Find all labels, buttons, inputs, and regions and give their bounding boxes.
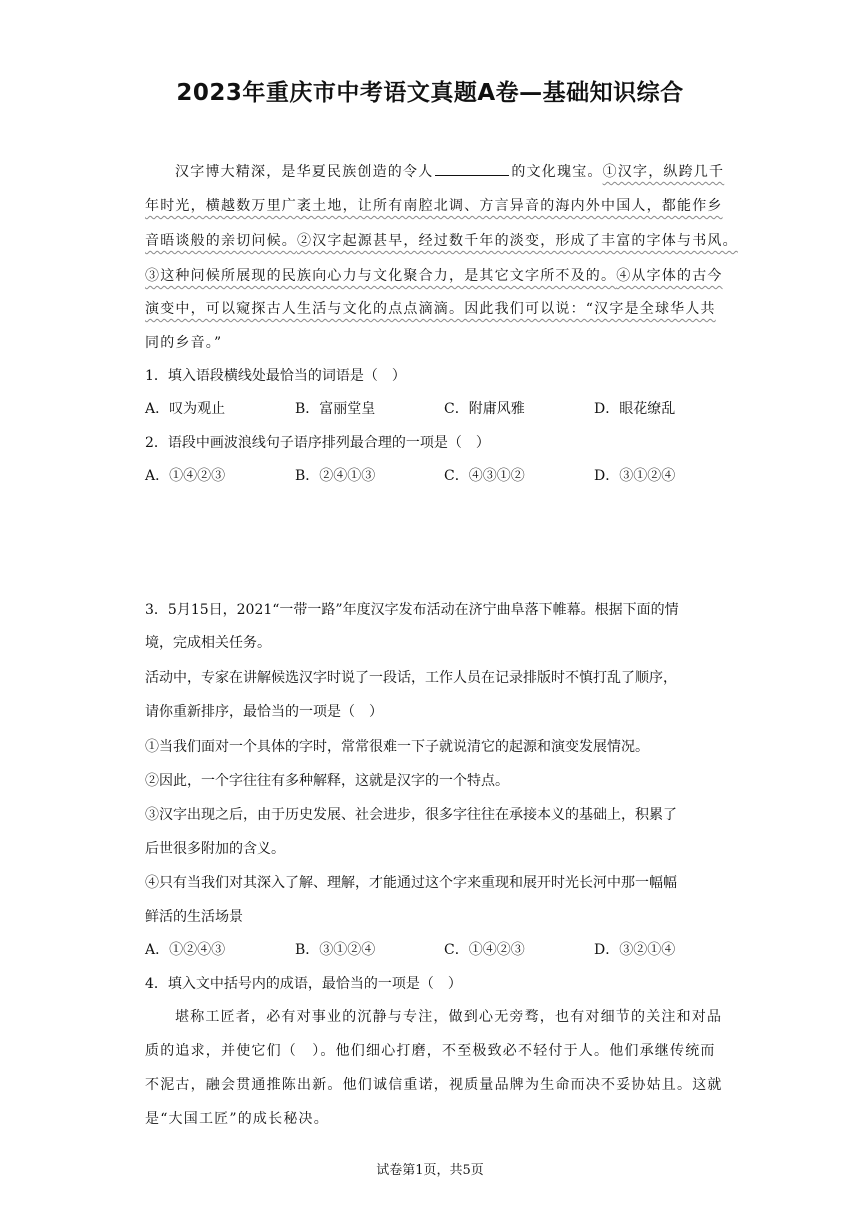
- option-b[interactable]: B．②④①③: [295, 468, 376, 484]
- passage-line: [145, 266, 723, 286]
- page-title: 2023年重庆市中考语文真题A卷—基础知识综合: [176, 80, 684, 106]
- sentence-3: ③汉字出现之后，由于历史发展、社会进步，很多字往往在承接本义的基础上，积累了: [145, 807, 677, 823]
- fill-blank: [435, 161, 509, 176]
- question-1-stem: 1．填入语段横线处最恰当的词语是（ ）: [145, 368, 406, 384]
- question-3-stem: 3．5月15日，2021“一带一路”年度汉字发布活动在济宁曲阜落下帷幕。根据下面的情: [145, 602, 679, 618]
- sentence-3: 后世很多附加的含义。: [145, 841, 285, 857]
- wavy-sentence: ②汉字起源甚早，经过数千年的淡变，形成了丰富的字体与书风。: [297, 233, 738, 249]
- passage-line: [145, 231, 738, 251]
- question-3-text: 请你重新排序，最恰当的一项是（ ）: [145, 704, 383, 720]
- option-d[interactable]: D．③②①④: [594, 942, 676, 958]
- passage-line: 不泥古，融会贯通推陈出新。他们诚信重诺，视质量品牌为生命而决不妥协姑且。这就: [145, 1077, 723, 1093]
- passage-text: 汉字博大精深，是华夏民族创造的令人: [175, 164, 434, 180]
- wavy-sentence: ①汉字，纵跨几千: [602, 164, 725, 180]
- option-a[interactable]: A．叹为观止: [145, 401, 226, 417]
- option-c[interactable]: C．①④②③: [444, 942, 525, 958]
- option-a[interactable]: A．①④②③: [145, 468, 226, 484]
- question-3-stem: 境，完成相关任务。: [145, 635, 271, 651]
- sentence-1: ①当我们面对一个具体的字时，常常很难一下子就说清它的起源和演变发展情况。: [145, 739, 649, 755]
- passage-line: 堪称工匠者，必有对事业的沉静与专注，做到心无旁骛，也有对细节的关注和对品: [175, 1009, 723, 1025]
- passage-line: 是“大国工匠”的成长秘决。: [145, 1111, 329, 1127]
- passage-line: [145, 333, 222, 353]
- option-a[interactable]: A．①②④③: [145, 942, 226, 958]
- passage-text: 的文化瑰宝。: [511, 164, 603, 180]
- option-b[interactable]: B．③①②④: [295, 942, 376, 958]
- sentence-4: 鲜活的生活场景: [145, 909, 243, 925]
- option-c[interactable]: C．④③①②: [444, 468, 525, 484]
- option-c[interactable]: C．附庸风雅: [444, 401, 525, 417]
- passage-line: [145, 196, 723, 216]
- passage-line: [145, 299, 716, 319]
- passage-text: 同的乡音。”: [145, 335, 223, 351]
- wavy-sentence: ④从字体的古今: [616, 268, 723, 284]
- sentence-2: ②因此，一个字往往有多种解释，这就是汉字的一个特点。: [145, 773, 509, 789]
- option-b[interactable]: B．富丽堂皇: [295, 401, 376, 417]
- question-3-text: 活动中，专家在讲解候选汉字时说了一段话，工作人员在记录排版时不慎打乱了顺序，: [145, 670, 677, 686]
- sentence-4: ④只有当我们对其深入了解、理解，才能通过这个字来重现和展开时光长河中那一幅幅: [145, 875, 677, 891]
- passage-line: [175, 161, 724, 182]
- option-d[interactable]: D．眼花缭乱: [594, 401, 676, 417]
- wavy-sentence: ③这种问候所展现的民族向心力与文化聚合力，是其它文字所不及的。: [145, 268, 617, 284]
- wavy-sentence: 演变中，可以窥探古人生活与文化的点点滴滴。因此我们可以说：“汉字是全球华人共: [145, 301, 716, 317]
- wavy-sentence: 音晤谈般的亲切问候。: [145, 233, 297, 249]
- passage-line: 质的追求，并使它们（ ）。他们细心打磨，不至极致必不轻付于人。他们承继传统而: [145, 1043, 716, 1059]
- question-4-stem: 4．填入文中括号内的成语，最恰当的一项是（ ）: [145, 976, 462, 992]
- option-d[interactable]: D．③①②④: [594, 468, 676, 484]
- page-footer: 试卷第1页，共5页: [376, 1163, 484, 1178]
- question-2-stem: 2．语段中画波浪线句子语序排列最合理的一项是（ ）: [145, 435, 490, 451]
- wavy-sentence: 年时光，横越数万里广袤土地，让所有南腔北调、方言异音的海内外中国人，都能作乡: [145, 198, 723, 214]
